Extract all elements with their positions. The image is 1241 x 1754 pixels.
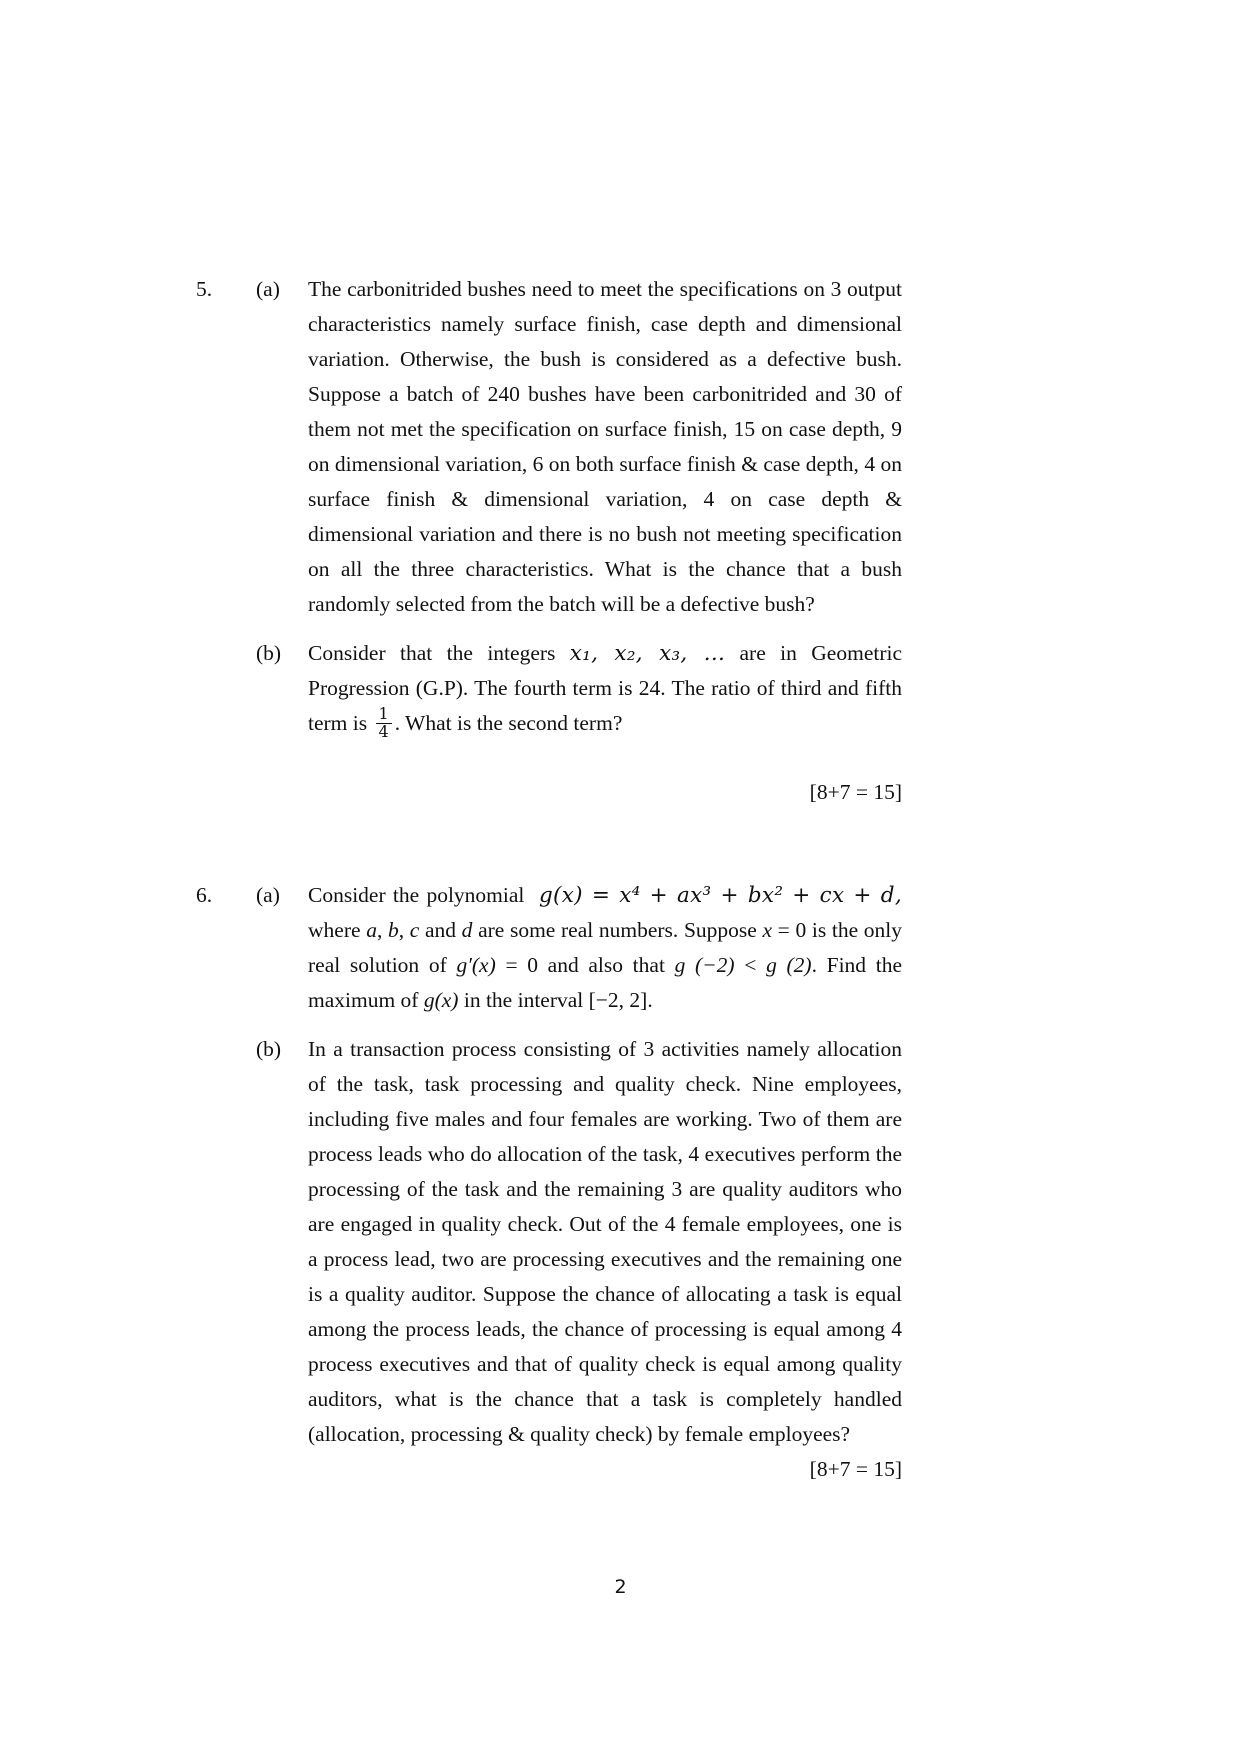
q6a-line3-b: . Find the maximum of [308,953,902,1013]
q5b-tail: . What is the second term? [394,711,623,735]
question-6-marks: [8+7 = 15] [809,1457,902,1482]
q6a-inequality-right: g (2) [766,953,812,978]
page-number: 2 [614,1576,627,1598]
q6a-polynomial-text: g(x) = x⁴ + ax³ + bx² + cx + d, [538,883,902,909]
q5b-lead: Consider that the integers [308,641,556,665]
question-6-part-a-label: (a) [256,883,280,908]
q6a-line2-d: = 0 is the only real solution of [308,918,902,978]
q5b-fraction-numerator: 1 [378,704,389,724]
question-5-part-a [196,272,902,622]
q6a-var-d: d [461,918,473,943]
q6a-line2-b: and [424,918,456,943]
question-gap [196,810,902,878]
question-5-marks: [8+7 = 15] [809,780,902,805]
question-5-number: 5. [196,277,213,301]
q6a-polynomial [539,883,902,908]
question-6-part-b-text: In a transaction process consisting of 3 activities namely allocation of the task, task processing and quality check. Nine employees, including five males and four females are working. Two of them are process leads who do allocation of the task, 4 executives perform the processing of the task and the remaining 3 are quality auditors who are engaged in quality check. Out of the 4 female employees, one is a process lead, two are processing executives and the remaining one is a quality auditor. Suppose the chance of allocating a task is equal among the process leads, the chance of processing is equal among 4 process executives and that of quality check is equal among quality auditors, what is the chance that a task is completely handled (allocation, processing & quality check) by female employees? [308,1037,902,1447]
q6a-var-x: x [762,918,773,943]
question-6 [196,878,902,1487]
question-6-part-b-label: (b) [256,1037,282,1062]
q5b-math-variables [570,641,725,666]
spacer [196,622,902,636]
q6a-var-a: a [366,918,377,943]
spacer [196,1018,902,1032]
question-5-part-b-text [308,636,902,741]
q6a-line4: in the interval [−2, 2]. [463,988,653,1013]
q6a-inequality-operator: < [744,953,757,978]
q5b-fraction-denominator: 4 [376,723,392,741]
question-6-part-a [196,878,902,1018]
q5b-mid: are in Geometric Progression (G.P). The fourth term is 24. The ratio of third and fifth term is [308,641,903,735]
q5b-fraction [376,706,392,740]
q6a-line2-c: are some real numbers. Suppose [478,918,757,943]
question-6-number: 6. [196,883,213,908]
question-5-part-b [196,636,902,741]
question-content [196,272,902,1487]
question-5-part-b-label: (b) [256,641,282,665]
q6a-gx: g(x) [423,988,459,1013]
q6a-lead: Consider the polynomial [308,883,525,908]
question-6-part-b [196,1032,902,1452]
question-6-part-a-text: Consider the polynomial g(x) = x⁴ + ax³ + bx² + cx + d, where a, b, c and d are some real numbers. Suppose x = 0 is the only real solution of g′(x) = 0 and also that g (−2) < g (2). Find the maximum of g(x) in the interval [−2, 2]. [308,883,902,1013]
q6a-derivative: g′(x) [456,953,496,978]
q6a-var-b: b [387,918,399,943]
q6a-line2-a: where [308,918,361,943]
question-5-part-a-label: (a) [256,277,280,301]
question-5 [196,272,902,810]
q6a-var-c: c [409,918,420,943]
q6a-inequality-left: g (−2) [674,953,735,978]
q6a-line3-a: = 0 and also that [505,953,665,978]
q5b-math-variables-text: x₁, x₂, x₃, ... [569,641,726,666]
question-5-part-a-text: The carbonitrided bushes need to meet the specifications on 3 output characteristics namely surface finish, case depth and dimensional variation. Otherwise, the bush is considered as a defective bush. Suppose a batch of 240 bushes have been carbonitrided and 30 of them not met the specification on surface finish, 15 on case depth, 9 on dimensional variation, 6 on both surface finish & case depth, 4 on surface finish & dimensional variation, 4 on case depth & dimensional variation and there is no bush not meeting specification on all the three characteristics. What is the chance that a bush randomly selected from the batch will be a defective bush? [308,277,902,616]
